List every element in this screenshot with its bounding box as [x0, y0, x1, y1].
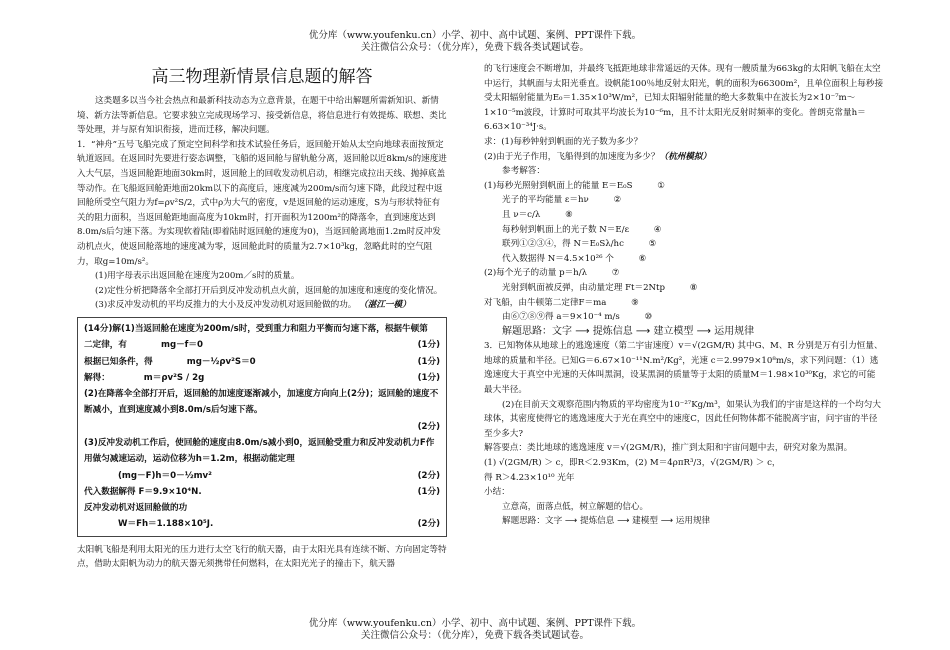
step-text: 代入数据得	[502, 253, 545, 264]
score: (2分)	[417, 519, 440, 530]
answer-step	[484, 296, 884, 311]
step-text: 由⑥⑦⑧⑨得	[502, 312, 554, 323]
question-1-stem: 1．“神舟”五号飞船完成了预定空间科学和技术试验任务后，返回舱开始从太空向地球表面按预定轨道返回。在返回时先要进行姿态调整，飞船的返回舱与留轨舱分离，返回舱以近8km/s的速度进入大气层，当返回舱距地面30km时，返回舱上的回收发动机启动，相继完成拉出天线、抛掉底盖等动作。在飞船返回舱距地面20km以下的高度后，速度减为200m/s而匀速下降，此段过程中返回舱所受空气阻力为f=ρv²S/2，式中ρ为大气的密度，v是返回舱的运动速度，S为与形状特征有关的阻力面积，当返回舱距地面高度为10km时，打开面积为1200m²的降落伞，直到速度达到8.0m/s后匀速下落。为实现软着陆(即着陆时返回舱的速度为0)，当返回舱离地面1.2m时反冲发动机点火，使返回舱落地的速度减为零，返回舱此时的质量为2.7×10³kg，忽略此时的空气阻力，取g=10m/s²。	[77, 139, 447, 267]
solar-sail-intro: 太阳帆飞船是利用太阳光的压力进行太空飞行的航天器，由于太阳光具有连续不断、方向固定等特点，借助太阳帆为动力的航天器无须携带任何燃料，在太阳光光子的撞击下，航天器	[77, 544, 447, 570]
solution-flow-2	[484, 514, 884, 529]
solution-flow-1	[484, 325, 884, 340]
step-number: ⑨	[631, 297, 639, 308]
answer-step	[484, 193, 884, 208]
step-text: 每秒射到帆面上的光子数	[502, 224, 597, 235]
solution-line-5: (2)在降落伞全部打开后，返回舱的加速度逐渐减小，加速度方向向上(2分)；返回舱的速度不断减小，直到速度减小到8.0m/s后匀速下落。	[84, 389, 439, 416]
question-2-source: （杭州模拟）	[659, 151, 712, 162]
solution-line-1: (14分)解(1)当返回舱在速度为200m/s时，受到重力和阻力平衡而匀速下落，根据牛顿第	[84, 323, 428, 334]
flow-step: 运用规律	[714, 325, 755, 337]
solution-row-4	[84, 419, 440, 435]
header-line-1: 优分库（www.youfenku.cn）小学、初中、高中试题、案例、PPT课件下载。	[308, 30, 642, 41]
solution-text: 根据已知条件，得	[84, 356, 153, 367]
summary-text: 立意高，面落点低，树立解题的信心。	[502, 501, 649, 512]
step-text: 光子的平均能量	[502, 195, 563, 206]
step-number: ②	[613, 195, 622, 206]
step-text: (1)每秒光照射到帆面上的能量	[484, 180, 600, 191]
step-formula: a＝9×10⁻⁴ m/s	[556, 312, 620, 323]
solution-box	[77, 317, 447, 537]
step-formula: Ft＝2Ntp	[625, 282, 666, 293]
solution-formula: m＝ρv²S / 2g	[143, 372, 205, 383]
intro-paragraph: 这类题多以当今社会热点和最新科技动态为立意背景，在题干中给出解题所需新知识、新情境、新方法等新信息。它要求独立完成现场学习、接受新信息，将信息进行有效提炼、联想、类比等处理，并与原有知识衔接，进而迁移，解决问题。	[77, 96, 447, 136]
arrow-right-icon: ⟶	[696, 325, 711, 337]
step-number: ⑧	[689, 282, 698, 293]
answer-line-2: 得 R＞4.23×10¹⁰ 光年	[484, 472, 575, 483]
reference-answer-label: 参考解答：	[502, 166, 545, 177]
solution-row-6	[84, 484, 440, 500]
step-formula: ε＝hν	[564, 195, 589, 206]
step-formula: N＝4.5×10²⁶ 个	[547, 253, 614, 264]
step-formula: N＝E/ε	[599, 224, 630, 235]
step-formula: N＝E₀Sλ/hc	[573, 239, 624, 250]
step-number: ⑧	[565, 209, 573, 220]
arrow-right-icon: ⟶	[660, 516, 674, 527]
step-number: ⑩	[644, 312, 653, 323]
solution-formula: mg－f＝0	[160, 340, 203, 351]
answer-step	[484, 223, 884, 238]
step-number: ⑤	[648, 239, 657, 250]
flow-step: 运用规律	[675, 516, 711, 527]
left-column	[77, 62, 447, 572]
answer-step	[484, 266, 884, 281]
flow-step: 提炼信息	[592, 325, 633, 337]
solution-text: 二定律，有	[84, 340, 127, 351]
header-line-2: 关注微信公众号：（优分库），免费下载各类试题试卷。	[360, 42, 589, 53]
step-formula: E＝E₀S	[602, 180, 633, 191]
solution-formula: W＝Fh＝1.188×10⁵J.	[118, 519, 214, 530]
step-number: ①	[657, 180, 665, 191]
step-number: ⑥	[638, 253, 647, 264]
flow-step: 提炼信息	[579, 516, 615, 527]
solution-row-2	[84, 354, 440, 370]
score: (1分)	[417, 340, 440, 351]
score: (2分)	[417, 470, 440, 481]
arrow-right-icon: ⟶	[617, 516, 630, 527]
question-1-part-3	[77, 298, 447, 313]
question-2-ask-2	[484, 150, 884, 165]
question-3-part-2: (2)在目前天文观察范围内物质的平均密度为10⁻²⁷Kg/m³，如果认为我们的宇宙是这样的一个均匀大球体，其密度使得它的逃逸速度大于光在真空中的速度C，因此任何物体都不能脱离宇宙，问宇宙的半径至少多大?	[484, 399, 881, 439]
step-formula: p＝h/λ	[559, 268, 588, 279]
solar-sail-paragraph: 的飞行速度会不断增加，并最终飞抵距地球非常遥远的天体。现有一艘质量为663kg的太阳帆飞船在太空中运行，其帆面与太阳光垂直。设帆能100％地反射太阳光，帆的面积为66300m²，且单位面积上每秒接受太阳辐射能量为E₀＝1.35×10³W/m²，已知太阳辐射能量的绝大多数集中在波长为2×10⁻⁷m～1×10⁻⁵m波段，计算时可取其平均波长为10⁻⁶m，且不计太阳光反射时频率的变化。普朗克常量h＝6.63×10⁻³⁴J·s。	[484, 64, 884, 133]
question-1-part-2: (2)定性分析把降落伞全部打开后到反冲发动机点火前，返回舱的加速度和速度的变化情况。	[95, 285, 443, 296]
answer-line-1: (1) √(2GM/R) ＞ c，即R＜2.93Km，(2) M＝4ρπR³/3，√(2GM/R) ＞ c，	[484, 458, 781, 469]
answer-step	[484, 208, 884, 223]
flow-step: 建模型	[632, 516, 658, 527]
score: (1分)	[417, 356, 440, 367]
right-column	[484, 62, 884, 529]
solution-text: 解得：	[84, 372, 110, 383]
solution-row-3	[84, 370, 440, 386]
step-text: (2)每个光子的动量	[484, 268, 557, 279]
document-title: 高三物理新情景信息题的解答	[151, 67, 373, 87]
answer-key-points: 解答要点：类比地球的逃逸速度 v＝√(2GM/R)，推广到太阳和宇宙问题中去，研究对象为黑洞。	[484, 443, 853, 454]
solution-formula: (mg－F)h＝0－½mv²	[118, 470, 212, 481]
question-2-ask-1: 求：(1)每秒钟射到帆面的光子数为多少？	[484, 136, 643, 147]
step-number: ④	[653, 224, 662, 235]
step-number: ⑦	[611, 268, 620, 279]
page-footer	[0, 618, 950, 642]
score: (2分)	[417, 421, 440, 432]
arrow-right-icon: ⟶	[635, 325, 651, 337]
score: (1分)	[417, 486, 440, 497]
footer-line-2: 关注微信公众号：（优分库），免费下载各类试题试卷。	[360, 630, 589, 641]
solution-row-1	[84, 337, 440, 353]
answer-step	[484, 310, 884, 325]
answer-step	[484, 237, 884, 252]
page-header	[0, 30, 950, 54]
flow-step: 解题思路：文字	[502, 325, 572, 337]
step-text: 光射到帆面被反弹，由动量定理	[502, 282, 623, 293]
solution-text: 代入数据解得 F＝9.9×10⁴N.	[84, 486, 202, 497]
question-1-part-1: (1)用字母表示出返回舱在速度为200m／s时的质量。	[95, 271, 300, 282]
step-formula: ν＝c/λ	[513, 209, 541, 220]
solution-row-5	[84, 468, 440, 484]
question-1-part-3-text: (3)求反冲发动机的平均反推力的大小及反冲发动机对返回舱做的功。	[95, 300, 357, 311]
step-text: 对飞船，由牛顿第二定律F＝ma	[484, 297, 607, 308]
flow-step: 建立模型	[653, 325, 694, 337]
solution-line-6: (3)反冲发动机工作后，使回舱的速度由8.0m/s减小到0，返回舱受重力和反冲发动机力F作用做匀减速运动，运动位移为h＝1.2m，根据动能定理	[84, 437, 435, 465]
solution-formula: mg－½ρv²S＝0	[186, 356, 256, 367]
question-1-source: （湛江一模）	[359, 300, 411, 311]
question-3-stem: 3．已知物体从地球上的逃逸速度（第二宇宙速度）v＝√(2GM/R) 其中G、M、R 分别是万有引力恒量、地球的质量和半径。已知G＝6.67×10⁻¹¹N.m²/Kg²，光速 c＝2.9979×10⁸m/s，求下列问题：（1）逃逸速度大于真空中光速的天体叫黑洞，设某黑洞的质量等于太阳的质量M＝1.98×10³⁰Kg，求它的可能最大半径。	[484, 341, 883, 396]
solution-row-7	[84, 516, 440, 532]
footer-line-1: 优分库（www.youfenku.cn）小学、初中、高中试题、案例、PPT课件下载。	[308, 618, 642, 629]
answer-step	[484, 252, 884, 267]
question-2-ask-2-text: (2)由于光子作用，飞船得到的加速度为多少？	[484, 151, 660, 162]
answer-step	[484, 281, 884, 296]
answer-step	[484, 179, 884, 194]
solution-line-9: 反冲发动机对返回舱做的功	[84, 503, 188, 514]
score: (1分)	[417, 372, 440, 383]
arrow-right-icon: ⟶	[575, 325, 590, 337]
step-text: 联列①②③④，得	[502, 239, 571, 250]
summary-label: 小结：	[484, 487, 510, 498]
arrow-right-icon: ⟶	[564, 516, 578, 527]
flow-step: 解题思路：文字	[502, 516, 563, 527]
step-text: 且	[502, 209, 511, 220]
